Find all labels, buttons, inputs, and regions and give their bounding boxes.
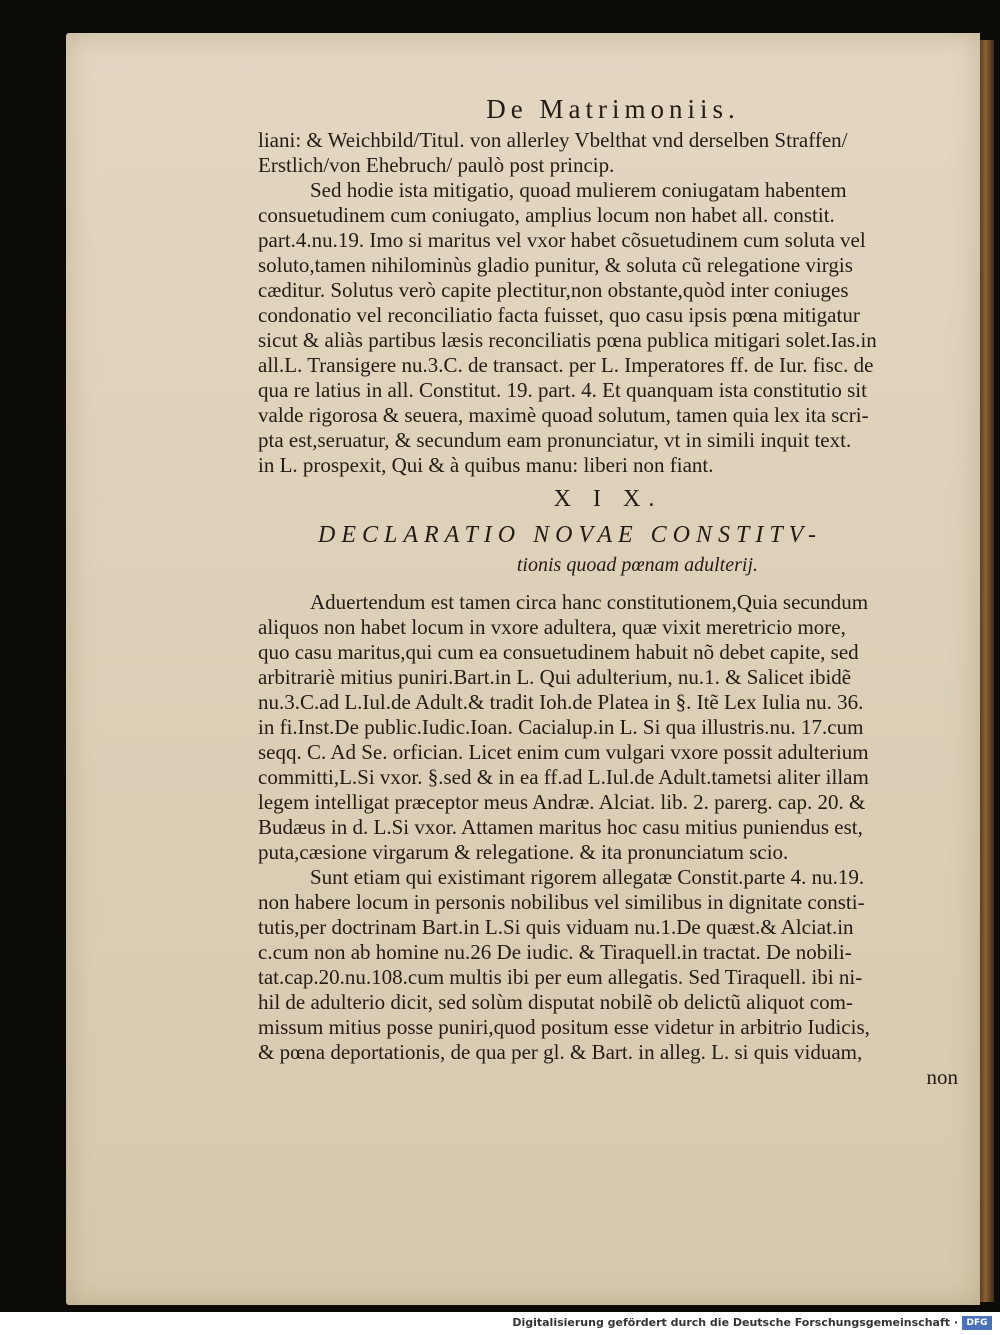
- text-line: Erstlich/von Ehebruch/ paulò post princip.: [258, 153, 615, 177]
- text-line: Sunt etiam qui existimant rigorem allegatæ Constit.parte 4. nu.19.: [310, 865, 865, 889]
- text-line: in fi.Inst.De public.Iudic.Ioan. Cacialup.in L. Si qua illustris.nu. 17.cum: [258, 715, 864, 739]
- paragraph-4: [258, 865, 958, 1065]
- text-line: Budæus in d. L.Si vxor. Attamen maritus hoc casu mitius puniendus est,: [258, 815, 863, 839]
- text-line: missum mitius posse puniri,quod positum esse videtur in arbitrio Iudicis,: [258, 1015, 870, 1039]
- paragraph-2: [258, 178, 958, 478]
- paragraph-1: [258, 128, 958, 178]
- text-line: valde rigorosa & seuera, maximè quoad solutum, tamen quia lex ita scri-: [258, 403, 869, 427]
- text-line: non habere locum in personis nobilibus vel similibus in dignitate consti-: [258, 890, 865, 914]
- text-line: liani: & Weichbild/Titul. von allerley Vbelthat vnd derselben Straffen/: [258, 128, 848, 152]
- text-line: arbitrariè mitius puniri.Bart.in L. Qui adulterium, nu.1. & Salicet ibidẽ: [258, 665, 852, 689]
- text-line: consuetudinem cum coniugato, amplius locum non habet all. constit.: [258, 203, 835, 227]
- book-edge: [980, 40, 994, 1302]
- text-line: c.cum non ab homine nu.26 De iudic. & Tiraquell.in tractat. De nobili-: [258, 940, 852, 964]
- text-line: hil de adulterio dicit, sed solùm disputat nobilẽ ob delictũ aliquot com-: [258, 990, 853, 1014]
- text-line: legem intelligat præceptor meus Andræ. Alciat. lib. 2. parerg. cap. 20. &: [258, 790, 866, 814]
- text-line: Sed hodie ista mitigatio, quoad mulierem coniugatam habentem: [310, 178, 847, 202]
- text-line: qua re latius in all. Constitut. 19. part. 4. Et quanquam ista constitutio sit: [258, 378, 867, 402]
- running-head: De Matrimoniis.: [486, 94, 740, 124]
- text-line: sicut & aliàs partibus læsis reconciliatis pœna publica mitigari solet.Ias.in: [258, 328, 877, 352]
- text-line: & pœna deportationis, de qua per gl. & Bart. in alleg. L. si quis viduam,: [258, 1040, 863, 1064]
- text-line: committi,L.Si vxor. §.sed & in ea ff.ad L.Iul.de Adult.tametsi aliter illam: [258, 765, 869, 789]
- catchword: non: [926, 1065, 958, 1089]
- text-line: condonatio vel reconciliatio facta fuisset, quo casu ipsis pœna mitigatur: [258, 303, 860, 327]
- text-line: pta est,seruatur, & secundum eam pronunciatur, vt in simili inquit text.: [258, 428, 852, 452]
- text-line: aliquos non habet locum in vxore adultera, quæ vixit meretricio more,: [258, 615, 846, 639]
- text-line: puta,cæsione virgarum & relegatione. & ita pronunciatum scio.: [258, 840, 789, 864]
- chapter-number: X I X.: [553, 486, 663, 512]
- text-line: all.L. Transigere nu.3.C. de transact. per L. Imperatores ff. de Iur. fisc. de: [258, 353, 874, 377]
- chapter-title-line-1: DECLARATIO NOVAE CONSTITV-: [318, 522, 823, 548]
- text-line: tutis,per doctrinam Bart.in L.Si quis viduam nu.1.De quæst.& Alciat.in: [258, 915, 854, 939]
- dfg-logo-icon: DFG: [962, 1316, 992, 1330]
- paragraph-3: [258, 590, 958, 865]
- text-line: tat.cap.20.nu.108.cum multis ibi per eum allegatis. Sed Tiraquell. ibi ni-: [258, 965, 863, 989]
- page-text: [258, 96, 958, 1090]
- text-line: nu.3.C.ad L.Iul.de Adult.& tradit Ioh.de Platea in §. Itẽ Lex Iulia nu. 36.: [258, 690, 864, 714]
- text-line: seqq. C. Ad Se. orfician. Licet enim cum vulgari vxore possit adulterium: [258, 740, 869, 764]
- text-line: Aduertendum est tamen circa hanc constitutionem,Quia secundum: [310, 590, 869, 614]
- footer-bar: [0, 1312, 1000, 1335]
- footer-credit: Digitalisierung gefördert durch die Deutsche Forschungsgemeinschaft ·: [512, 1316, 958, 1329]
- chapter-title-line-2: tionis quoad pœnam adulterij.: [516, 554, 758, 576]
- text-line: soluto,tamen nihilominùs gladio punitur, & soluta cũ relegatione virgis: [258, 253, 853, 277]
- text-line: cæditur. Solutus verò capite plectitur,non obstante,quòd inter coniuges: [258, 278, 849, 302]
- text-line: part.4.nu.19. Imo si maritus vel vxor habet cõsuetudinem cum soluta vel: [258, 228, 866, 252]
- text-line: in L. prospexit, Qui & à quibus manu: liberi non fiant.: [258, 453, 714, 477]
- text-line: quo casu maritus,qui cum ea consuetudinem habuit nõ debet capite, sed: [258, 640, 859, 664]
